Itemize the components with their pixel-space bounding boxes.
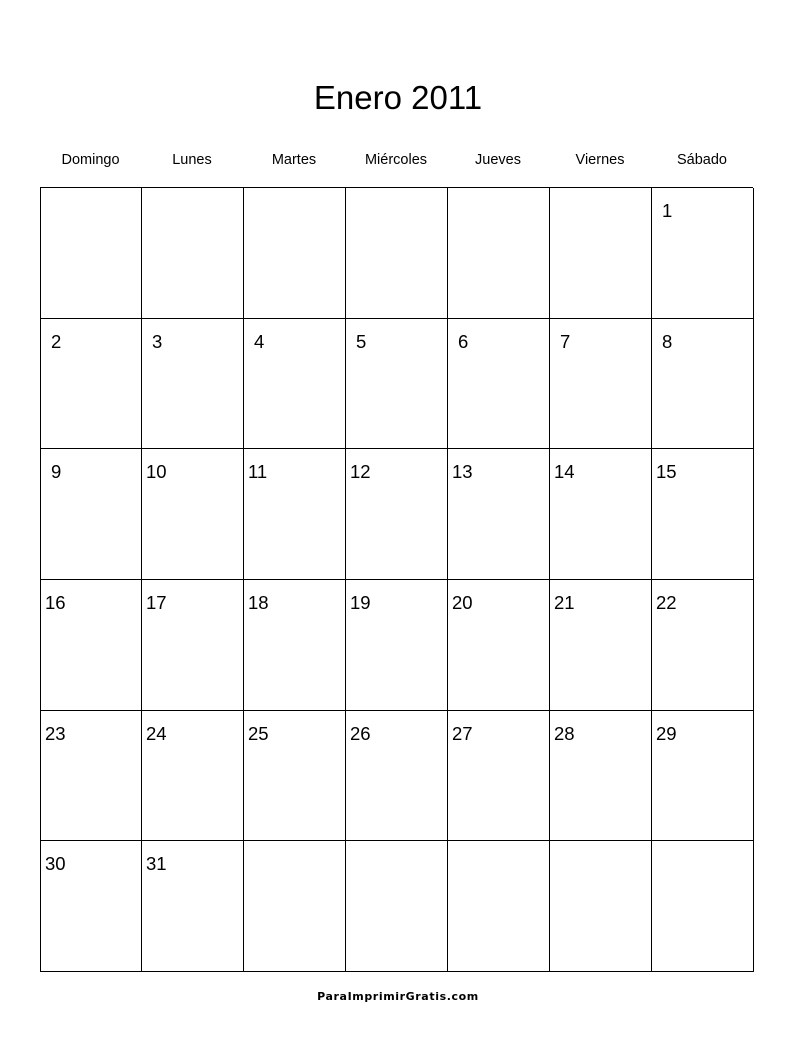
day-number: 31 xyxy=(146,853,167,875)
day-cell xyxy=(346,449,448,580)
day-cell xyxy=(652,188,754,319)
day-number: 12 xyxy=(350,461,371,483)
day-cell xyxy=(652,580,754,711)
day-cell xyxy=(41,711,142,842)
weekday-tuesday: Martes xyxy=(271,152,317,168)
day-cell xyxy=(244,449,346,580)
day-number: 16 xyxy=(45,591,66,613)
day-cell xyxy=(244,319,346,450)
weekday-header-row xyxy=(40,150,753,172)
day-cell xyxy=(652,841,754,972)
day-cell xyxy=(448,188,550,319)
day-cell xyxy=(41,580,142,711)
day-number: 15 xyxy=(656,461,677,483)
weekday-saturday: Sábado xyxy=(677,152,727,168)
day-number: 18 xyxy=(248,591,269,613)
day-cell xyxy=(142,580,244,711)
day-cell xyxy=(652,319,754,450)
day-cell xyxy=(346,841,448,972)
day-number: 7 xyxy=(560,330,571,352)
day-cell xyxy=(41,841,142,972)
day-number: 13 xyxy=(452,461,473,483)
day-cell xyxy=(346,711,448,842)
day-number: 2 xyxy=(51,330,62,352)
day-cell xyxy=(244,188,346,319)
day-cell xyxy=(41,449,142,580)
day-number: 23 xyxy=(45,722,66,744)
day-cell xyxy=(142,449,244,580)
day-number: 1 xyxy=(662,200,673,221)
weekday-friday: Viernes xyxy=(575,152,625,168)
day-cell xyxy=(142,188,244,319)
day-cell xyxy=(550,449,652,580)
day-cell xyxy=(244,841,346,972)
day-number: 11 xyxy=(248,461,268,483)
day-cell xyxy=(142,711,244,842)
day-number: 19 xyxy=(350,591,371,613)
day-number: 27 xyxy=(452,722,473,744)
day-cell xyxy=(550,319,652,450)
day-cell xyxy=(448,841,550,972)
day-cell xyxy=(346,188,448,319)
day-number: 6 xyxy=(458,330,469,352)
day-cell xyxy=(244,711,346,842)
footer-site-credit: ParaImprimirGratis.com xyxy=(317,990,479,1003)
day-number: 10 xyxy=(146,461,167,483)
weekday-monday: Lunes xyxy=(172,152,212,168)
day-number: 4 xyxy=(254,330,265,352)
day-number: 21 xyxy=(554,591,575,613)
weekday-thursday: Jueves xyxy=(475,152,521,168)
day-cell xyxy=(448,711,550,842)
day-number: 17 xyxy=(146,591,167,613)
calendar-title: Enero 2011 xyxy=(313,79,483,116)
day-number: 14 xyxy=(554,461,575,483)
day-number: 3 xyxy=(152,330,163,352)
day-cell xyxy=(244,580,346,711)
day-cell xyxy=(346,580,448,711)
calendar-grid xyxy=(40,187,753,972)
day-cell xyxy=(346,319,448,450)
day-number: 20 xyxy=(452,591,473,613)
weekday-sunday: Domingo xyxy=(61,152,120,168)
day-cell xyxy=(448,319,550,450)
day-cell xyxy=(448,580,550,711)
day-cell xyxy=(41,319,142,450)
day-cell xyxy=(652,449,754,580)
day-number: 24 xyxy=(146,722,167,744)
day-number: 30 xyxy=(45,853,66,875)
day-cell xyxy=(142,841,244,972)
day-cell xyxy=(652,711,754,842)
day-cell xyxy=(550,711,652,842)
day-number: 28 xyxy=(554,722,575,744)
day-number: 8 xyxy=(662,330,673,352)
day-cell xyxy=(142,319,244,450)
day-cell xyxy=(550,188,652,319)
day-cell xyxy=(41,188,142,319)
weekday-wednesday: Miércoles xyxy=(364,152,428,168)
day-number: 26 xyxy=(350,722,371,744)
day-number: 5 xyxy=(356,330,367,352)
day-cell xyxy=(550,841,652,972)
day-number: 29 xyxy=(656,722,677,744)
day-number: 9 xyxy=(51,461,62,483)
day-cell xyxy=(448,449,550,580)
day-number: 25 xyxy=(248,722,269,744)
day-cell xyxy=(550,580,652,711)
day-number: 22 xyxy=(656,591,677,613)
